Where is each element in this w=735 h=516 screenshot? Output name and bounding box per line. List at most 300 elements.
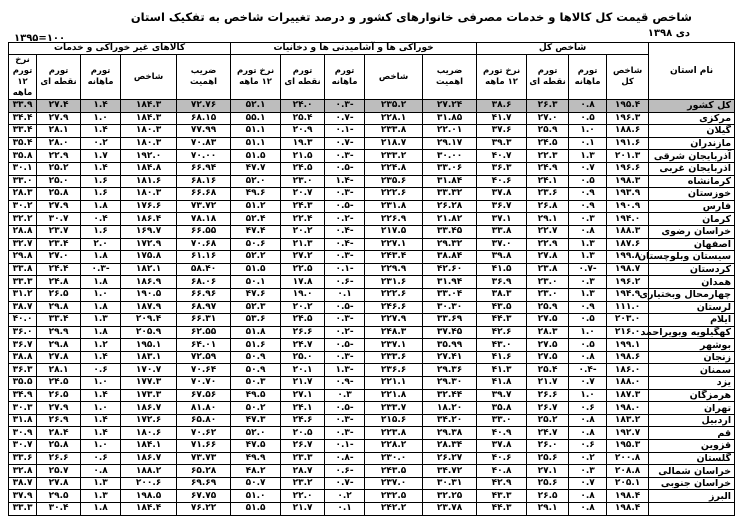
table-cell: ۴۱.۵ bbox=[477, 263, 527, 276]
col-header: نرخ تورم ۱۲ ماهه bbox=[477, 55, 527, 100]
table-cell: ۱۱۱.۰ bbox=[607, 301, 649, 314]
base-year: ۱۰۰=۱۳۹۵ bbox=[14, 33, 66, 44]
province-name: گیلان bbox=[649, 125, 735, 138]
table-cell: ۴۰.۹ bbox=[477, 427, 527, 440]
table-cell: ۲۵.۸ bbox=[37, 188, 81, 201]
table-cell: ۲۶.۸ bbox=[527, 200, 569, 213]
table-cell: ۰.۵ bbox=[569, 314, 607, 327]
table-cell: ۳۵.۴ bbox=[9, 137, 37, 150]
table-cell: ۲۵.۲ bbox=[527, 414, 569, 427]
table-cell: ۰.۶ bbox=[81, 452, 121, 465]
table-row bbox=[9, 377, 735, 390]
table-cell: ۲۶.۶ bbox=[527, 389, 569, 402]
table-row bbox=[9, 301, 735, 314]
table-cell: -۱.۴ bbox=[325, 175, 365, 188]
table-cell: ۲۷.۵ bbox=[527, 314, 569, 327]
table-cell: ۷۰.۷۰ bbox=[177, 377, 231, 390]
table-cell: ۳۹.۳ bbox=[477, 137, 527, 150]
province-name: مرکزی bbox=[649, 112, 735, 125]
table-row bbox=[9, 326, 735, 339]
table-cell: ۰.۲ bbox=[569, 452, 607, 465]
table-cell: ۱۸۰.۶ bbox=[121, 427, 177, 440]
table-cell: ۲۰.۹ bbox=[281, 125, 325, 138]
table-row bbox=[9, 200, 735, 213]
table-cell: ۲۹.۱ bbox=[527, 503, 569, 516]
table-row bbox=[9, 276, 735, 289]
table-cell: -۰.۲ bbox=[325, 326, 365, 339]
table-cell: ۳۱.۸۵ bbox=[423, 112, 477, 125]
table-cell: ۱.۰ bbox=[569, 389, 607, 402]
table-cell: ۱.۳ bbox=[569, 288, 607, 301]
table-cell: ۳۶.۷ bbox=[477, 200, 527, 213]
table-cell: ۱۷.۸ bbox=[281, 276, 325, 289]
table-cell: ۳۸.۸ bbox=[9, 351, 37, 364]
table-cell: ۴۱.۷ bbox=[477, 112, 527, 125]
table-cell: ۲۰۰.۸ bbox=[607, 452, 649, 465]
table-cell: ۲۳.۸ bbox=[527, 263, 569, 276]
province-name: کرمان bbox=[649, 213, 735, 226]
table-cell: ۱.۶ bbox=[81, 188, 121, 201]
table-cell: ۰.۸ bbox=[569, 100, 607, 113]
table-cell: ۱۷۰.۷ bbox=[121, 364, 177, 377]
table-cell: ۶۷.۵۶ bbox=[177, 389, 231, 402]
table-cell: ۲۴.۱ bbox=[527, 175, 569, 188]
province-index-table bbox=[8, 42, 735, 516]
table-cell: -۰.۵ bbox=[325, 301, 365, 314]
table-cell: ۴۱.۶ bbox=[477, 351, 527, 364]
table-cell: ۳۱.۹۴ bbox=[423, 276, 477, 289]
table-cell: ۱۹۶.۶ bbox=[607, 162, 649, 175]
province-name: همدان bbox=[649, 276, 735, 289]
table-cell: ۲۹.۳۸ bbox=[423, 427, 477, 440]
table-cell: ۷۰.۰۰ bbox=[177, 150, 231, 163]
table-cell: ۱۹۶.۲ bbox=[607, 276, 649, 289]
col-header: تورم نقطه ای bbox=[37, 55, 81, 100]
table-cell: ۲۶.۶ bbox=[37, 452, 81, 465]
table-cell: ۲۳.۰ bbox=[527, 276, 569, 289]
table-cell: ۲۱۸.۷ bbox=[365, 137, 423, 150]
table-cell: ۱۸۸.۲ bbox=[121, 465, 177, 478]
table-cell: ۲۹.۳۲ bbox=[423, 238, 477, 251]
table-cell: ۰.۶ bbox=[569, 402, 607, 415]
table-cell: ۱۷۷.۳ bbox=[121, 377, 177, 390]
table-row bbox=[9, 238, 735, 251]
table-cell: ۵۲.۰ bbox=[231, 427, 281, 440]
table-cell: ۳۳.۸ bbox=[477, 225, 527, 238]
table-cell: ۰.۷ bbox=[569, 162, 607, 175]
table-cell: ۱۹۴.۹ bbox=[607, 288, 649, 301]
table-cell: ۷۱.۶۶ bbox=[177, 440, 231, 453]
table-cell: ۴۰.۶ bbox=[477, 175, 527, 188]
province-name: کهگیلویه وبویراحمد bbox=[649, 326, 735, 339]
table-cell: ۲۲۱.۸ bbox=[365, 389, 423, 402]
table-cell: ۴۲.۶ bbox=[477, 326, 527, 339]
table-cell: ۲۸.۷ bbox=[281, 465, 325, 478]
table-row bbox=[9, 465, 735, 478]
table-row bbox=[9, 175, 735, 188]
table-cell: ۱۹۲.۰ bbox=[121, 150, 177, 163]
table-cell: ۱۷۵.۸ bbox=[121, 251, 177, 264]
table-cell: -۰.۲ bbox=[325, 213, 365, 226]
table-cell: ۳۴.۴ bbox=[9, 112, 37, 125]
table-cell: ۱۹۵.۱ bbox=[121, 339, 177, 352]
table-cell: ۲۲۸.۲ bbox=[365, 440, 423, 453]
table-cell: ۲۷.۰ bbox=[527, 112, 569, 125]
table-body bbox=[9, 100, 735, 516]
table-row bbox=[9, 427, 735, 440]
table-cell: ۰.۷ bbox=[569, 477, 607, 490]
table-cell: ۶۷.۷۵ bbox=[177, 490, 231, 503]
table-cell: ۱.۴ bbox=[81, 389, 121, 402]
province-name: آذربایجان شرقی bbox=[649, 150, 735, 163]
table-cell: ۱۹۸.۳ bbox=[607, 175, 649, 188]
table-cell: ۲۳.۳ bbox=[281, 452, 325, 465]
table-cell: ۶۸.۹۷ bbox=[177, 301, 231, 314]
table-cell: ۵۲.۰ bbox=[231, 175, 281, 188]
table-cell: ۲۴۶.۶ bbox=[365, 301, 423, 314]
report-date: دی ۱۳۹۸ bbox=[647, 28, 690, 39]
province-name: قم bbox=[649, 427, 735, 440]
table-cell: ۱۹۸.۵ bbox=[121, 490, 177, 503]
table-cell: -۰.۳ bbox=[325, 314, 365, 327]
table-cell: ۱۹۱.۶ bbox=[607, 137, 649, 150]
table-cell: ۲۰.۱ bbox=[281, 364, 325, 377]
table-cell: ۳۳.۰۶ bbox=[423, 162, 477, 175]
col-header: نرخ تورم ۱۲ ماهه bbox=[9, 55, 37, 100]
table-cell: ۱۹۳.۹ bbox=[607, 188, 649, 201]
table-cell: ۰.۶ bbox=[569, 440, 607, 453]
table-cell: ۲۲.۰ bbox=[281, 490, 325, 503]
table-cell: ۴۰.۰ bbox=[9, 314, 37, 327]
table-cell: ۵۳.۶ bbox=[231, 314, 281, 327]
table-cell: ۳۴.۹ bbox=[9, 389, 37, 402]
table-cell: ۲۵.۴ bbox=[527, 364, 569, 377]
table-cell: ۲۵.۴ bbox=[281, 112, 325, 125]
table-cell: ۲۴.۵ bbox=[281, 162, 325, 175]
table-cell: ۲۷.۵ bbox=[527, 339, 569, 352]
table-cell: ۲۳.۲ bbox=[281, 477, 325, 490]
table-cell: ۶۴.۰۱ bbox=[177, 339, 231, 352]
table-cell: ۱.۴ bbox=[81, 162, 121, 175]
province-name: تهران bbox=[649, 402, 735, 415]
table-cell: ۶۸.۱۵ bbox=[177, 112, 231, 125]
table-cell: ۵۱.۶ bbox=[231, 339, 281, 352]
table-cell: ۶۶.۹۴ bbox=[177, 162, 231, 175]
table-cell: ۳۹.۸ bbox=[477, 251, 527, 264]
table-cell: ۳۳.۳ bbox=[9, 276, 37, 289]
table-cell: ۰.۲ bbox=[325, 490, 365, 503]
table-cell: ۱۸۳.۱ bbox=[121, 351, 177, 364]
province-name: ایلام bbox=[649, 314, 735, 327]
table-cell: ۱۹۴.۰ bbox=[607, 213, 649, 226]
table-cell: ۱۹.۳ bbox=[281, 137, 325, 150]
table-row bbox=[9, 389, 735, 402]
table-cell: ۱۹۶.۳ bbox=[607, 112, 649, 125]
table-cell: ۲۱.۷ bbox=[281, 377, 325, 390]
table-cell: ۴۱.۸ bbox=[477, 377, 527, 390]
table-cell: ۷۸.۱۸ bbox=[177, 213, 231, 226]
table-cell: ۲۳.۴ bbox=[37, 238, 81, 251]
table-cell: ۳۷.۹ bbox=[9, 490, 37, 503]
table-cell: ۱.۴ bbox=[81, 100, 121, 113]
table-cell: ۱۸۸.۳ bbox=[607, 225, 649, 238]
table-cell: ۲۴.۷ bbox=[527, 427, 569, 440]
table-cell: ۵۱.۱ bbox=[231, 125, 281, 138]
table-cell: ۲۰۸.۸ bbox=[607, 465, 649, 478]
table-cell: -۰.۳ bbox=[81, 263, 121, 276]
table-cell: ۲۲.۰۱ bbox=[423, 125, 477, 138]
table-cell: ۱.۸ bbox=[81, 503, 121, 516]
table-cell: ۰.۳ bbox=[569, 276, 607, 289]
table-cell: ۲۷.۱ bbox=[281, 389, 325, 402]
table-cell: ۷۲.۵۹ bbox=[177, 351, 231, 364]
table-cell: ۳۳.۴ bbox=[37, 314, 81, 327]
table-cell: ۶۸.۰۶ bbox=[177, 276, 231, 289]
table-cell: ۱.۰ bbox=[81, 402, 121, 415]
table-cell: ۴۹.۶ bbox=[231, 188, 281, 201]
table-cell: ۳۲.۸ bbox=[9, 465, 37, 478]
table-cell: ۱۸.۲۰ bbox=[423, 402, 477, 415]
table-cell: ۲۰۵.۹ bbox=[121, 326, 177, 339]
table-cell: ۱.۰ bbox=[569, 326, 607, 339]
table-cell: ۳۱.۸ bbox=[9, 414, 37, 427]
table-cell: ۲۶.۷ bbox=[281, 440, 325, 453]
table-cell: ۲۴.۵ bbox=[527, 137, 569, 150]
table-cell: ۰.۵ bbox=[569, 339, 607, 352]
table-cell: ۱۹۸.۴ bbox=[607, 490, 649, 503]
table-row bbox=[9, 162, 735, 175]
table-cell: ۰.۱ bbox=[569, 137, 607, 150]
table-cell: ۳۱.۸۴ bbox=[423, 175, 477, 188]
table-cell: ۳۳.۰ bbox=[9, 175, 37, 188]
table-cell: ۱.۰ bbox=[81, 288, 121, 301]
table-cell: ۲۷.۰ bbox=[37, 251, 81, 264]
table-cell: ۱۸۷.۳ bbox=[607, 389, 649, 402]
table-cell: ۱۸۷.۶ bbox=[607, 238, 649, 251]
table-cell: ۱۸۴.۸ bbox=[121, 162, 177, 175]
table-cell: ۲۷.۲ bbox=[281, 251, 325, 264]
table-cell: ۳۳.۳۲ bbox=[423, 188, 477, 201]
table-cell: ۱.۸ bbox=[81, 301, 121, 314]
province-name: یزد bbox=[649, 377, 735, 390]
table-cell: ۱۹۵.۳ bbox=[607, 440, 649, 453]
table-cell: ۱۹۸.۶ bbox=[607, 351, 649, 364]
table-cell: ۵۲.۲ bbox=[231, 251, 281, 264]
province-name: خوزستان bbox=[649, 188, 735, 201]
table-cell: ۳۷.۴۵ bbox=[423, 326, 477, 339]
table-cell: ۲۲۱.۱ bbox=[365, 377, 423, 390]
table-cell: ۲۴.۰ bbox=[281, 100, 325, 113]
table-cell: ۲۴.۱ bbox=[281, 402, 325, 415]
table-cell: ۳۰.۰۰ bbox=[423, 150, 477, 163]
table-cell: ۴۷.۶ bbox=[231, 288, 281, 301]
table-cell: ۴۷.۴ bbox=[231, 225, 281, 238]
table-cell: ۲۳۱.۶ bbox=[365, 276, 423, 289]
table-cell: ۱.۳ bbox=[569, 251, 607, 264]
table-cell: ۲۹.۳۶ bbox=[423, 364, 477, 377]
table-cell: ۲۳.۷۸ bbox=[423, 503, 477, 516]
table-cell: ۲۳۱.۸ bbox=[365, 200, 423, 213]
table-cell: -۰.۳ bbox=[325, 100, 365, 113]
table-cell: -۰.۶ bbox=[325, 276, 365, 289]
table-cell: -۰.۸ bbox=[325, 452, 365, 465]
table-cell: ۲۸.۳۴ bbox=[423, 440, 477, 453]
col-header: تورم ماهانه bbox=[569, 55, 607, 100]
table-cell: ۲۴.۶ bbox=[281, 414, 325, 427]
table-cell: ۲۱۷.۵ bbox=[365, 225, 423, 238]
table-cell: -۰.۳ bbox=[325, 414, 365, 427]
table-cell: ۵۵.۱ bbox=[231, 112, 281, 125]
table-cell: ۶۶.۹۶ bbox=[177, 288, 231, 301]
table-cell: ۴۳.۳ bbox=[477, 490, 527, 503]
table-cell: ۳۷.۸ bbox=[477, 188, 527, 201]
table-cell: ۱۸۶.۰ bbox=[607, 364, 649, 377]
table-cell: ۳۶.۹ bbox=[477, 276, 527, 289]
table-cell: ۱۸۷.۹ bbox=[121, 301, 177, 314]
table-cell: ۲۰۱.۳ bbox=[607, 150, 649, 163]
table-cell: ۲۶.۵ bbox=[527, 490, 569, 503]
table-cell: ۳۰.۳۰ bbox=[423, 301, 477, 314]
table-cell: ۱۷۳.۳ bbox=[121, 389, 177, 402]
table-cell: ۶۱.۱۶ bbox=[177, 251, 231, 264]
table-cell: ۲۵.۰ bbox=[281, 351, 325, 364]
table-cell: ۰.۸ bbox=[569, 427, 607, 440]
table-cell: ۴۲.۹ bbox=[477, 477, 527, 490]
table-cell: ۲۲۲.۶ bbox=[365, 188, 423, 201]
table-cell: ۲۶.۶ bbox=[281, 326, 325, 339]
table-cell: ۰.۹ bbox=[569, 188, 607, 201]
table-cell: ۳۳.۸ bbox=[9, 263, 37, 276]
table-cell: ۳۵.۸ bbox=[477, 402, 527, 415]
table-cell: ۶۶.۳۱ bbox=[177, 314, 231, 327]
table-cell: ۲۳.۰ bbox=[281, 175, 325, 188]
table-row bbox=[9, 414, 735, 427]
table-cell: ۰.۵ bbox=[569, 175, 607, 188]
col-header: ضریب اهمیت bbox=[177, 55, 231, 100]
table-cell: ۲۹.۱ bbox=[527, 213, 569, 226]
table-cell: ۲۲.۹ bbox=[37, 150, 81, 163]
table-cell: ۱۸۱.۶ bbox=[121, 175, 177, 188]
table-cell: ۶۶.۶۸ bbox=[177, 188, 231, 201]
table-cell: ۳۵.۵ bbox=[9, 377, 37, 390]
table-cell: ۳۶.۳ bbox=[477, 162, 527, 175]
table-cell: ۱۸۴.۳ bbox=[121, 112, 177, 125]
group-food-header: خوراکی ها و آشامیدنی ها و دخانیات bbox=[231, 43, 477, 55]
table-cell: ۲۷.۱ bbox=[527, 465, 569, 478]
province-name: زنجان bbox=[649, 351, 735, 364]
table-cell: ۱۹۵.۴ bbox=[607, 100, 649, 113]
table-cell: ۱.۰ bbox=[81, 112, 121, 125]
table-cell: ۳۸.۳ bbox=[477, 288, 527, 301]
table-cell: ۲۱۵.۶ bbox=[365, 414, 423, 427]
table-cell: ۵۱.۵ bbox=[231, 150, 281, 163]
table-cell: ۰.۱ bbox=[325, 503, 365, 516]
table-cell: ۲۹.۳۰ bbox=[423, 377, 477, 390]
table-cell: ۳۵.۹۹ bbox=[423, 339, 477, 352]
table-cell: ۴۲.۶۰ bbox=[423, 263, 477, 276]
table-cell: ۲۸.۳ bbox=[9, 188, 37, 201]
table-cell: ۱۸۰.۳ bbox=[121, 125, 177, 138]
table-cell: ۵۰.۶ bbox=[231, 238, 281, 251]
province-name: خراسان جنوبی bbox=[649, 477, 735, 490]
table-cell: ۸۱.۸۰ bbox=[177, 402, 231, 415]
table-cell: ۶۹.۶۹ bbox=[177, 477, 231, 490]
table-cell: -۰.۱ bbox=[325, 263, 365, 276]
table-cell: ۲۱.۷ bbox=[281, 503, 325, 516]
table-cell: ۳۰.۳ bbox=[9, 402, 37, 415]
table-cell: ۳۰.۳۱ bbox=[423, 477, 477, 490]
col-header: تورم ماهانه bbox=[81, 55, 121, 100]
province-name: اردبیل bbox=[649, 414, 735, 427]
province-name: خراسان رضوی bbox=[649, 225, 735, 238]
table-cell: ۳۳.۰ bbox=[477, 414, 527, 427]
table-cell: ۷۷.۹۹ bbox=[177, 125, 231, 138]
table-cell: ۵۱.۰ bbox=[231, 490, 281, 503]
table-cell: ۶۲.۵۵ bbox=[177, 326, 231, 339]
table-cell: ۵۰.۱ bbox=[231, 276, 281, 289]
table-cell: ۲۴.۳ bbox=[281, 200, 325, 213]
table-cell: -۰.۵ bbox=[325, 339, 365, 352]
table-cell: ۲۸.۳ bbox=[527, 326, 569, 339]
table-cell: ۱۹۹.۸ bbox=[607, 251, 649, 264]
table-cell: ۲۷.۸ bbox=[37, 351, 81, 364]
table-cell: ۱۹.۰ bbox=[281, 288, 325, 301]
table-cell: ۳۸.۶ bbox=[477, 100, 527, 113]
province-name: اصفهان bbox=[649, 238, 735, 251]
table-cell: ۳۳.۳ bbox=[9, 503, 37, 516]
table-cell: ۳۷.۱ bbox=[477, 213, 527, 226]
table-cell: ۳۵.۸ bbox=[9, 150, 37, 163]
table-cell: ۳۳.۴۵ bbox=[423, 225, 477, 238]
table-cell: ۲۶.۳ bbox=[527, 100, 569, 113]
table-cell: ۱.۰ bbox=[81, 440, 121, 453]
group-nonfood-header: کالاهای غیر خوراکی و خدمات bbox=[9, 43, 231, 55]
table-cell: ۱۸۳.۲ bbox=[607, 414, 649, 427]
table-cell: -۰.۳ bbox=[325, 351, 365, 364]
table-cell: ۲۹.۸ bbox=[37, 301, 81, 314]
table-cell: ۲۴۳.۴ bbox=[365, 251, 423, 264]
table-cell: ۳۰.۷ bbox=[37, 213, 81, 226]
table-cell: -۰.۳ bbox=[325, 150, 365, 163]
col-header: تورم ماهانه bbox=[325, 55, 365, 100]
table-row bbox=[9, 125, 735, 138]
table-cell: ۶۶.۵۵ bbox=[177, 225, 231, 238]
table-cell: ۳۳.۹ bbox=[9, 100, 37, 113]
table-cell: ۷۳.۷۳ bbox=[177, 452, 231, 465]
table-cell: ۱۸۶.۴ bbox=[121, 213, 177, 226]
table-cell: ۲۶.۷ bbox=[527, 402, 569, 415]
table-cell: ۲۷.۴ bbox=[37, 100, 81, 113]
table-cell: ۱.۴ bbox=[81, 125, 121, 138]
province-name: مازندران bbox=[649, 137, 735, 150]
table-cell: ۷۰.۶۴ bbox=[177, 364, 231, 377]
table-cell: ۲۶.۲۸ bbox=[423, 200, 477, 213]
col-header: تورم نقطه ای bbox=[527, 55, 569, 100]
table-cell: ۳۸.۷ bbox=[9, 477, 37, 490]
table-cell: ۲۰۵.۱ bbox=[607, 477, 649, 490]
table-cell: ۲۴.۴ bbox=[37, 263, 81, 276]
table-cell: ۴۴.۳ bbox=[477, 503, 527, 516]
table-cell: -۰.۹ bbox=[325, 377, 365, 390]
table-cell: ۲۳۶.۶ bbox=[365, 364, 423, 377]
table-row bbox=[9, 225, 735, 238]
table-cell: ۳۶.۳ bbox=[9, 364, 37, 377]
table-cell: -۰.۴ bbox=[325, 225, 365, 238]
table-cell: ۰.۱ bbox=[325, 288, 365, 301]
table-row bbox=[9, 339, 735, 352]
table-cell: ۲۸.۱ bbox=[37, 125, 81, 138]
table-cell: ۴۴.۳ bbox=[477, 314, 527, 327]
